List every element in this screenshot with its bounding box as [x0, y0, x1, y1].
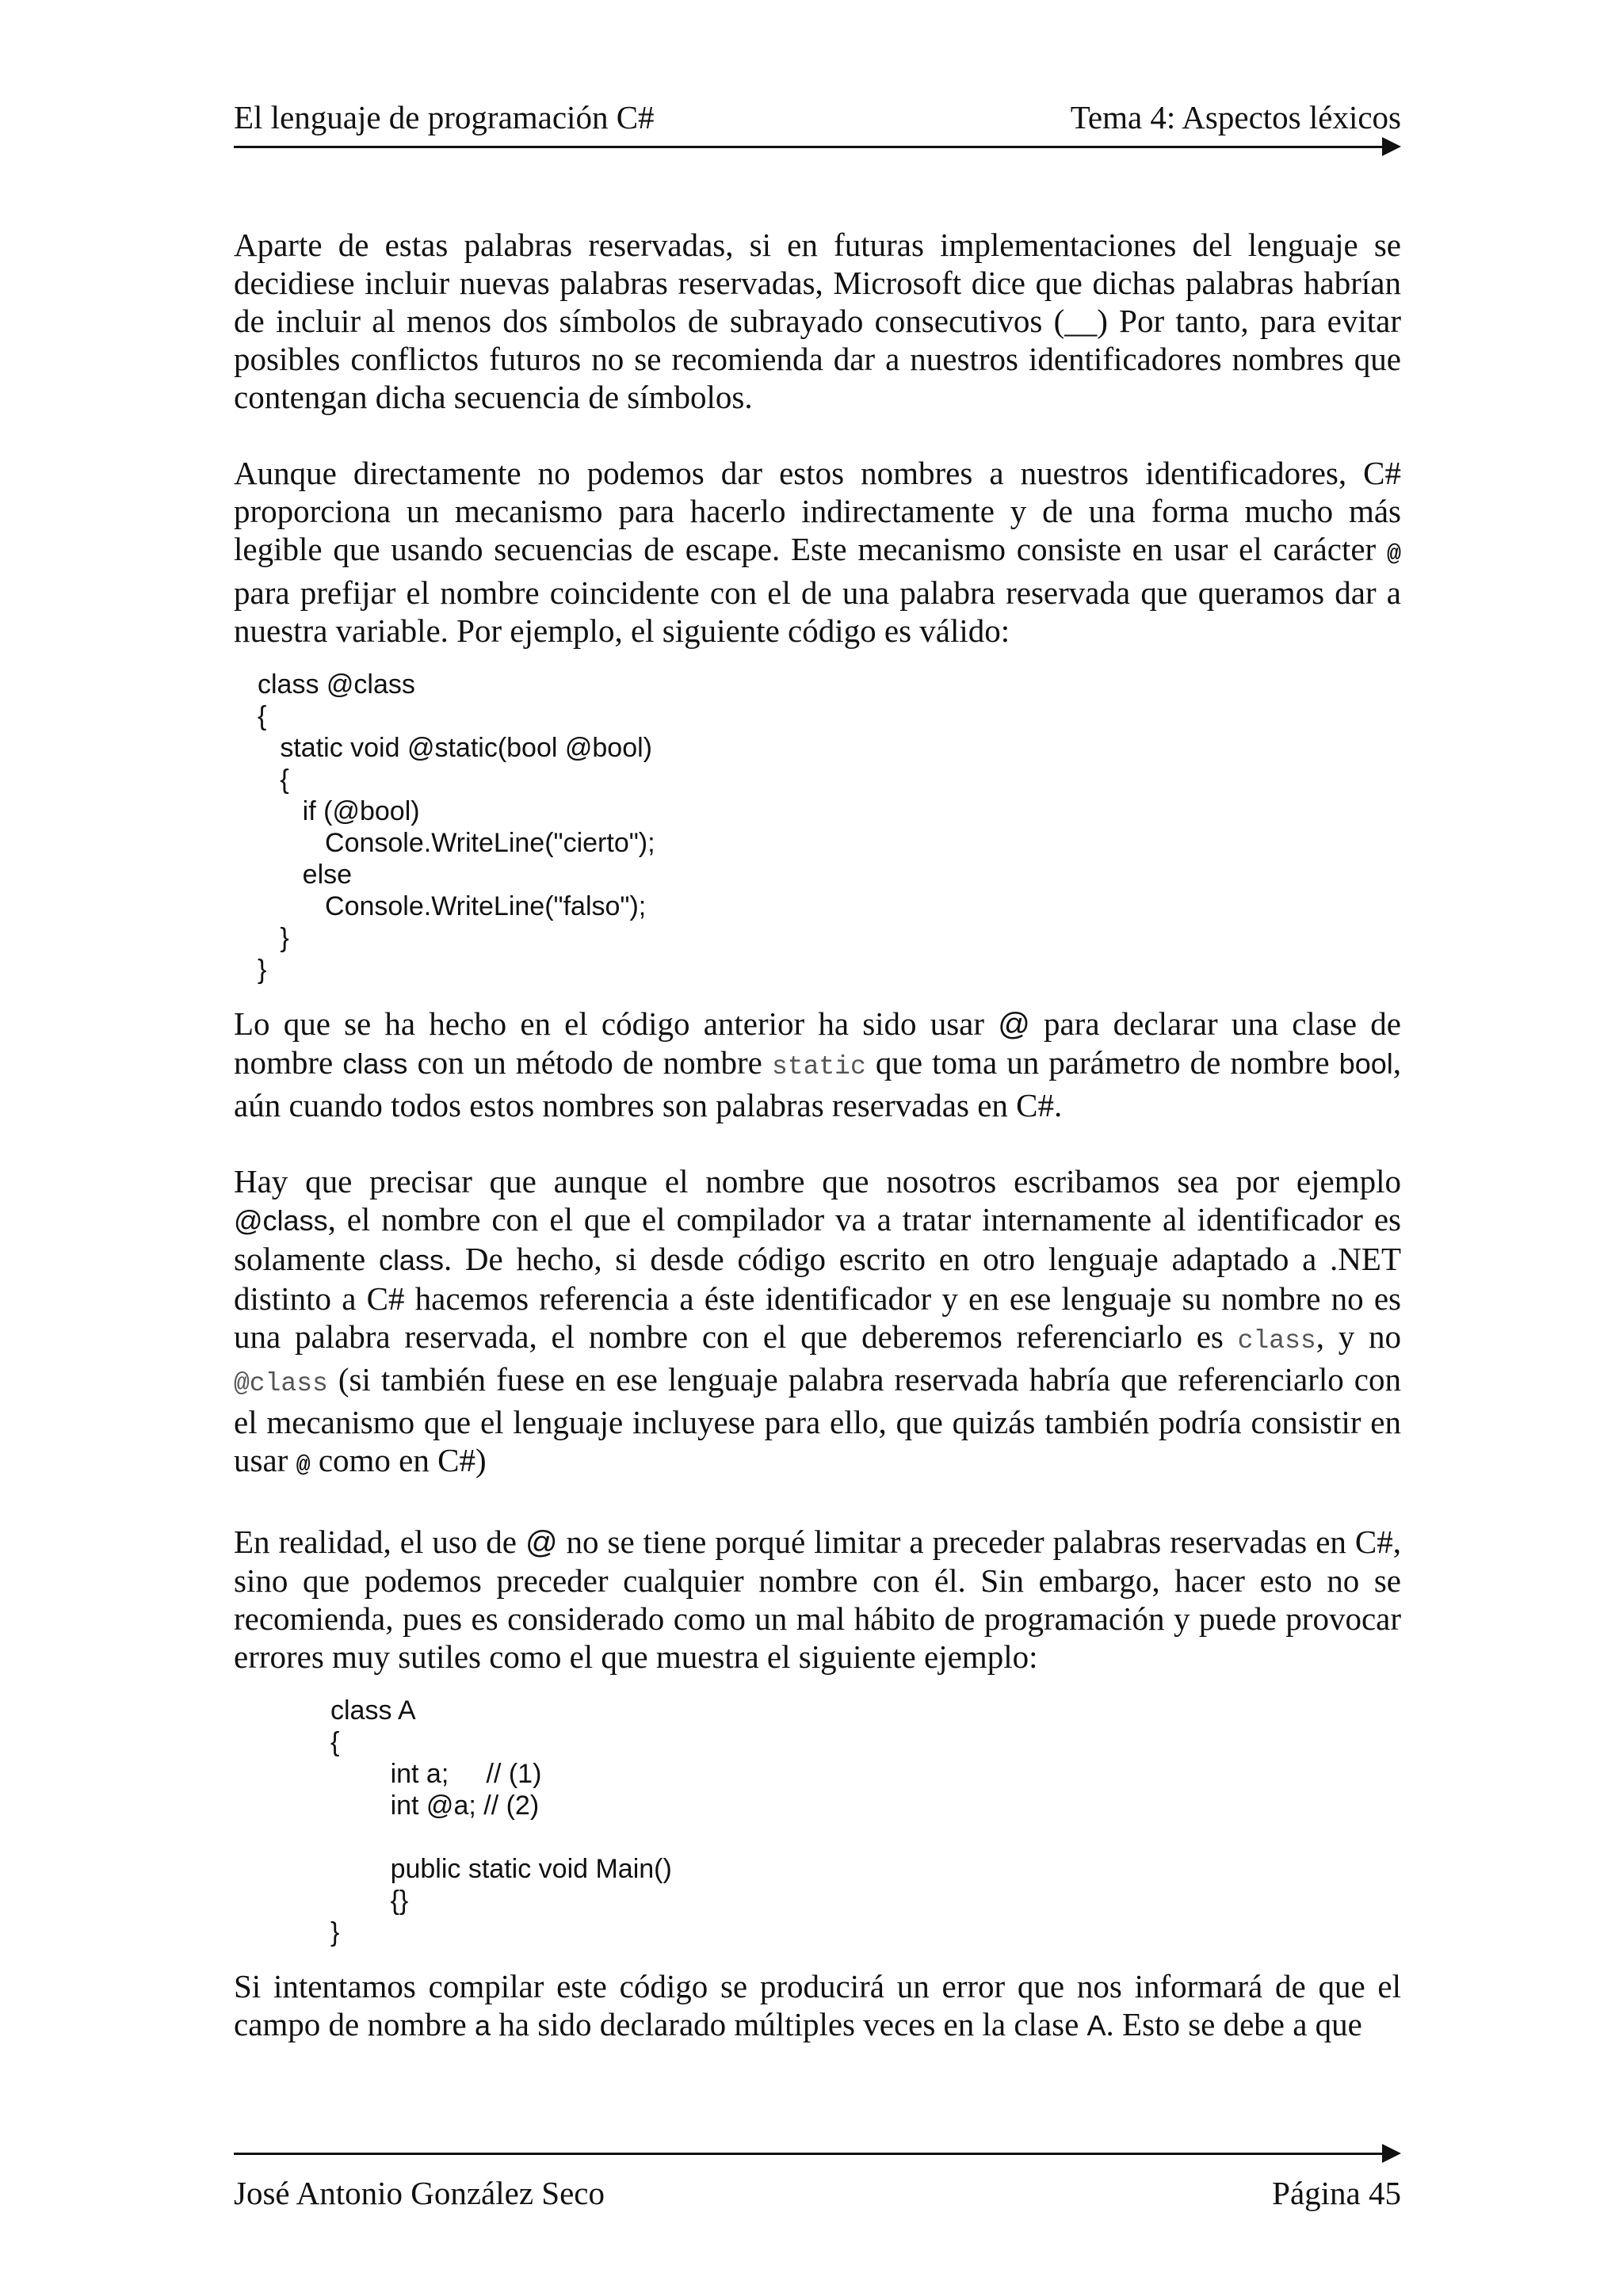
inline-at-symbol: @	[296, 1452, 311, 1479]
paragraph-bad-habit: En realidad, el uso de @ no se tiene porqué limitar a preceder palabras reservadas en C#, sino que podemos preceder cualquier nombre con él. Sin embargo, hacer esto no se recomienda, pues es considerado como un mal hábito de programación y puede provocar errores muy sutiles como el que muestra el siguiente ejemplo:	[234, 1524, 1401, 1675]
page-footer	[234, 2173, 1401, 2213]
code-example-class-a: class A { int a; // (1) int @a; // (2) public static void Main() {} }	[330, 1695, 672, 1947]
inline-code-static: static	[771, 1052, 866, 1081]
inline-code-A: A	[1086, 2009, 1106, 2042]
page-header	[234, 97, 1401, 137]
inline-at-symbol: @	[525, 1525, 558, 1560]
page-body	[234, 226, 1401, 2045]
inline-code-class-mono: class	[1237, 1326, 1316, 1356]
paragraph-gap	[234, 1124, 1401, 1162]
paragraph-compile-error: Si intentamos compilar este código se producirá un error que nos informará de que el campo de nombre a ha sido declarado múltiples veces en la clase A. Esto se debe a que	[234, 1968, 1401, 2042]
paragraph-reserved-words: Aparte de estas palabras reservadas, si en futuras implementaciones del lenguaje se decidiese incluir nuevas palabras reservadas, Microsoft dice que dichas palabras habrían de incluir al menos dos símbolos de subrayado consecutivos (__) Por tanto, para evitar posibles conflictos futuros no se recomienda dar a nuestros identificadores nombres que contengan dicha secuencia de símbolos.	[234, 227, 1401, 415]
paragraph-code-explanation: Lo que se ha hecho en el código anterior ha sido usar @ para declarar una clase de nombre class con un método de nombre static que toma un parámetro de nombre bool, aún cuando todos estos nombres son palabras reservadas en C#.	[234, 1005, 1401, 1123]
code-example-class: class @class { static void @static(bool @bool) { if (@bool) Console.WriteLine("cierto"); else Console.WriteLine("falso"); } }	[258, 669, 655, 985]
paragraph-gap	[234, 1485, 1401, 1523]
footer-rule	[234, 2153, 1383, 2155]
paragraph-gap	[234, 416, 1401, 454]
inline-code-atclass-mono: @class	[234, 1369, 328, 1398]
paragraph-at-mechanism: Aunque directamente no podemos dar estos nombres a nuestros identificadores, C# proporciona un mecanismo para hacerlo indirectamente y de una forma mucho más legible que usando secuencias de escape. Este mecanismo consiste en usar el carácter @ para prefijar el nombre coincidente con el de una palabra reservada que queramos dar a nuestra variable. Por ejemplo, el siguiente código es válido:	[234, 455, 1401, 649]
inline-code-class: class	[378, 1244, 444, 1276]
inline-code-a: a	[474, 2009, 491, 2042]
inline-code-class: class	[342, 1047, 408, 1080]
inline-code-bool: bool	[1338, 1047, 1393, 1080]
inline-at-symbol: @	[998, 1007, 1030, 1042]
footer-page-number: Página 45	[1272, 2175, 1401, 2211]
footer-arrow-icon	[1382, 2144, 1401, 2163]
header-book-title: El lenguaje de programación C#	[234, 99, 655, 135]
header-arrow-icon	[1382, 137, 1401, 156]
paragraph-internal-name: Hay que precisar que aunque el nombre que nosotros escribamos sea por ejemplo @class, el nombre con el que el compilador va a tratar internamente al identificador es solamente class. De hecho, si desde código escrito en otro lenguaje adaptado a .NET distinto a C# hacemos referencia a éste identificador y en ese lenguaje su nombre no es una palabra reservada, el nombre con el que deberemos referenciarlo es class, y no @class (si también fuese en ese lenguaje palabra reservada habría que referenciarlo con el mecanismo que el lenguaje incluyese para ello, que quizás también podría consistir en usar @ como en C#)	[234, 1163, 1401, 1479]
footer-author: José Antonio González Seco	[234, 2175, 605, 2211]
inline-at-symbol: @	[1386, 541, 1401, 568]
header-rule	[234, 146, 1383, 148]
inline-code-atclass: @class	[234, 1204, 328, 1237]
header-chapter-title: Tema 4: Aspectos léxicos	[1070, 99, 1401, 135]
